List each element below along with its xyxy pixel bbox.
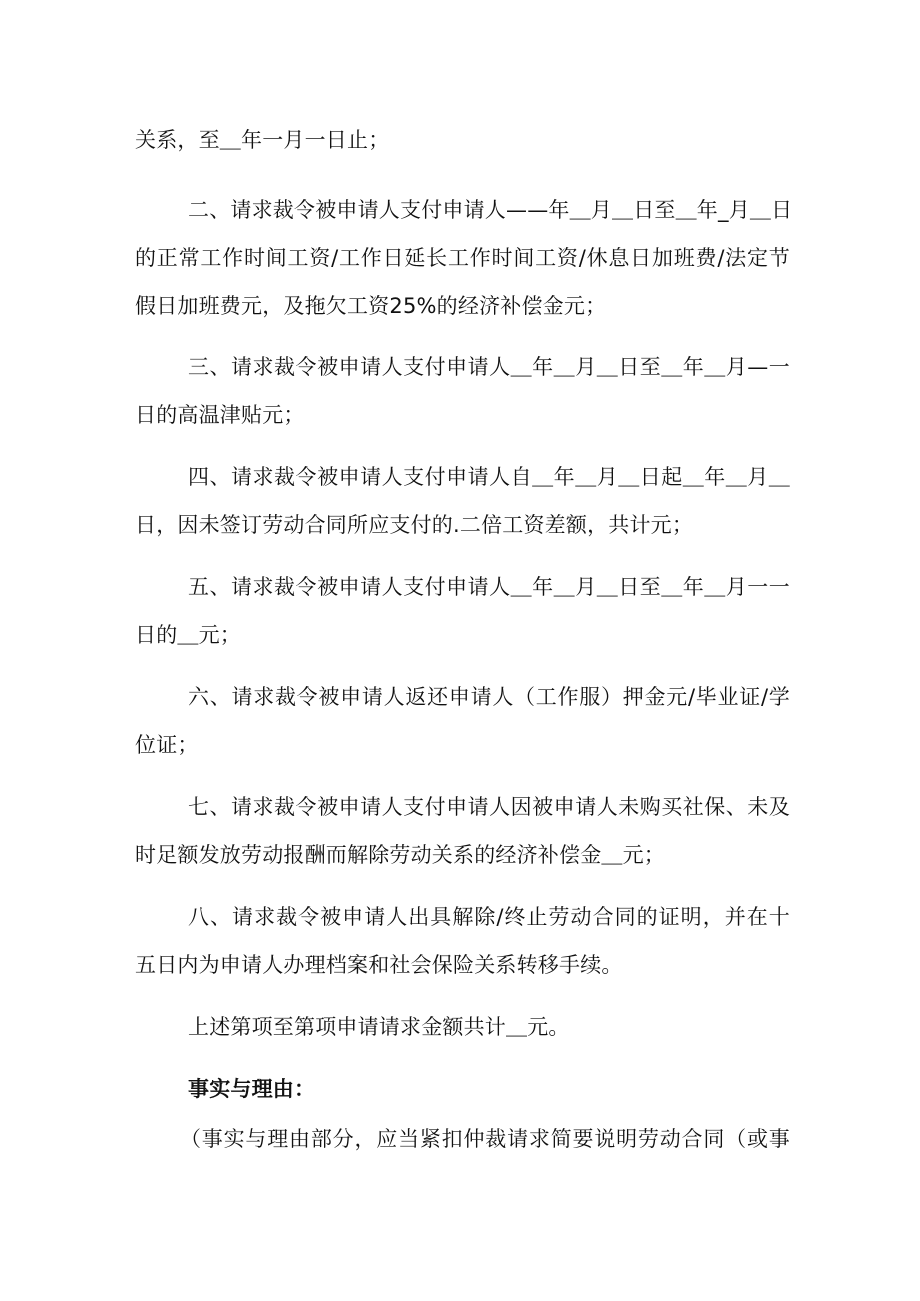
- facts-and-reasons-text: （事实与理由部分，应当紧扣仲裁请求简要说明劳动合同（或事: [180, 1127, 790, 1151]
- claim-6-line-1: 六、请求裁令被申请人返还申请人（工作服）押金元/毕业证/学: [188, 685, 790, 709]
- text-line-1: 关系，至＿年一月一日止；: [135, 128, 390, 152]
- claim-7-line-2: 时足额发放劳动报酬而解除劳动关系的经济补偿金＿元；: [135, 843, 665, 867]
- claim-2-line-2: 的正常工作时间工资/工作日延长工作时间工资/休息日加班费/法定节: [135, 246, 790, 270]
- claim-3-line-2: 日的高温津贴元；: [135, 403, 305, 427]
- claim-8-line-1: 八、请求裁令被申请人出具解除/终止劳动合同的证明，并在十: [188, 905, 790, 929]
- claim-7-line-1: 七、请求裁令被申请人支付申请人因被申请人未购买社保、未及: [188, 795, 790, 819]
- claim-8-line-2: 五日内为申请人办理档案和社会保险关系转移手续。: [135, 953, 623, 977]
- claim-2-line-1: 二、请求裁令被申请人支付申请人——年＿月＿日至＿年_月＿日: [188, 198, 793, 222]
- claim-3-line-1: 三、请求裁令被申请人支付申请人＿年＿月＿日至＿年＿月—一: [188, 355, 790, 379]
- claim-4-line-1: 四、请求裁令被申请人支付申请人自＿年＿月＿日起＿年＿月＿: [188, 465, 790, 489]
- claim-5-line-1: 五、请求裁令被申请人支付申请人＿年＿月＿日至＿年＿月一一: [188, 575, 790, 599]
- total-amount-line: 上述第项至第项申请请求金额共计＿元。: [188, 1015, 570, 1039]
- claim-2-line-3: 假日加班费元，及拖欠工资25%的经济补偿金元；: [135, 294, 607, 318]
- claim-5-line-2: 日的＿元；: [135, 623, 241, 647]
- claim-4-line-2: 日，因未签订劳动合同所应支付的.二倍工资差额，共计元；: [135, 513, 694, 537]
- claim-6-line-2: 位证；: [135, 733, 199, 757]
- facts-and-reasons-heading: 事实与理由：: [188, 1077, 316, 1101]
